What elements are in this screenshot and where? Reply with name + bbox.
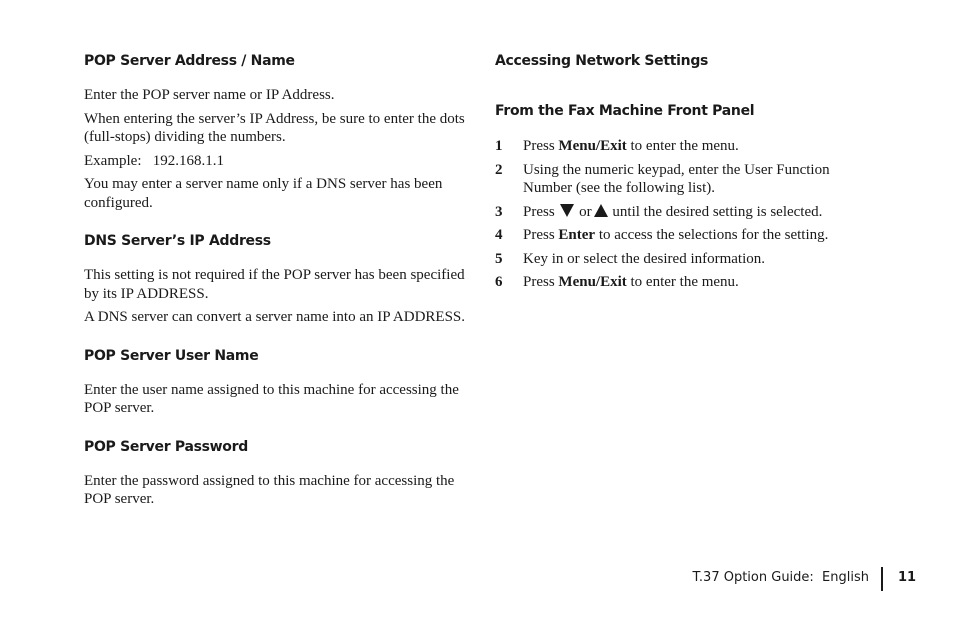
- page-number: 11: [898, 570, 917, 585]
- list-item: [495, 250, 865, 269]
- paragraph: When entering the server’s IP Address, be sure to enter the dots (full-stops) dividing the numbers.: [84, 110, 465, 145]
- paragraph: Enter the POP server name or IP Address.: [84, 87, 335, 103]
- section-heading: DNS Server’s IP Address: [84, 233, 271, 249]
- key-label: Menu/Exit: [558, 274, 627, 290]
- key-label: Menu/Exit: [558, 138, 627, 154]
- steps-list: [495, 137, 865, 292]
- step-number: 1: [495, 138, 503, 154]
- paragraph: Example: 192.168.1.1: [84, 152, 224, 169]
- paragraph: Enter the user name assigned to this machine for accessing the POP server.: [84, 381, 459, 416]
- list-item: [495, 137, 865, 156]
- step-number: 2: [495, 161, 503, 178]
- list-item: [495, 273, 865, 292]
- step-text: Key in or select the desired information.: [523, 250, 766, 267]
- footer-divider: [881, 567, 883, 591]
- down-arrow-icon: [560, 204, 574, 217]
- list-item: [495, 203, 865, 222]
- paragraph: Enter the password assigned to this machine for accessing the POP server.: [84, 472, 455, 507]
- step-text: Press Menu/Exit to enter the menu.: [523, 138, 739, 154]
- step-number: 5: [495, 250, 503, 267]
- paragraph: A DNS server can convert a server name into an IP ADDRESS.: [84, 309, 466, 325]
- page-footer: [0, 567, 954, 591]
- guide-title: T.37 Option Guide: English: [692, 570, 869, 585]
- section-heading: Accessing Network Settings: [495, 53, 709, 69]
- step-text: Press Enter to access the selections for the setting.: [523, 227, 829, 243]
- subsection-heading: From the Fax Machine Front Panel: [495, 103, 755, 119]
- step-text: Press Menu/Exit to enter the menu.: [523, 274, 739, 290]
- step-text: Using the numeric keypad, enter the User Function Number (see the following list).: [523, 161, 830, 196]
- paragraph: This setting is not required if the POP server has been specified by its IP ADDRESS.: [84, 267, 465, 302]
- key-label: Enter: [558, 227, 596, 243]
- section-heading: POP Server Password: [84, 438, 248, 455]
- step-number: 6: [495, 274, 503, 290]
- step-number: 3: [495, 203, 503, 220]
- up-arrow-icon: [594, 204, 608, 217]
- list-item: [495, 161, 865, 198]
- paragraph: You may enter a server name only if a DNS server has been configured.: [84, 176, 443, 211]
- step-number: 4: [495, 227, 503, 243]
- list-item: [495, 226, 865, 245]
- section-heading: POP Server Address / Name: [84, 53, 295, 69]
- right-column: [495, 52, 865, 297]
- section-heading: POP Server User Name: [84, 347, 259, 364]
- left-column: [84, 52, 476, 509]
- step-text: Press or until the desired setting is selected.: [523, 203, 823, 220]
